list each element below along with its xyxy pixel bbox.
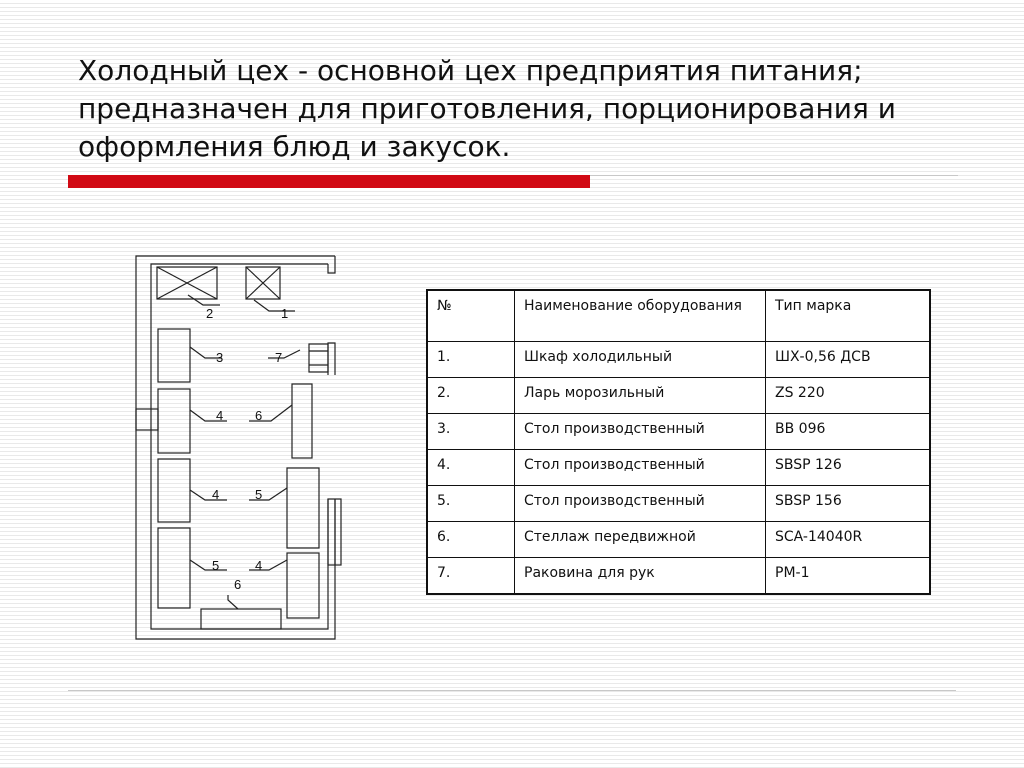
plan-label-4: 4 (255, 558, 263, 573)
cell-name: Стол производственный (515, 414, 766, 450)
title-divider-line (590, 175, 958, 176)
cell-number: 4. (427, 450, 515, 486)
cell-number: 2. (427, 378, 515, 414)
cell-number: 1. (427, 342, 515, 378)
cell-name: Стол производственный (515, 486, 766, 522)
plan-label-5: 5 (255, 487, 263, 502)
plan-label-5: 5 (212, 558, 220, 573)
cell-model: ШХ-0,56 ДСВ (766, 342, 931, 378)
plan-label-2: 2 (206, 306, 214, 321)
table-row (427, 342, 930, 378)
cell-model: SCA-14040R (766, 522, 931, 558)
plan-label-1: 1 (281, 306, 289, 321)
table-row (427, 486, 930, 522)
equipment-table-4-left (158, 389, 190, 453)
cell-number: 3. (427, 414, 515, 450)
cell-model: РМ-1 (766, 558, 931, 595)
slide-title: Холодный цех - основной цех предприятия питания; предназначен для приготовления, порционирования и оформления блюд и закусок. (78, 54, 896, 163)
plan-label-3: 3 (216, 350, 224, 365)
table-row (427, 450, 930, 486)
equipment-table-4-lower (158, 459, 190, 522)
title-accent-bar (68, 175, 590, 188)
table-row (427, 414, 930, 450)
table-row (427, 522, 930, 558)
table-row (427, 378, 930, 414)
cell-number: 7. (427, 558, 515, 595)
cell-model: ВВ 096 (766, 414, 931, 450)
equipment-hand-sink (309, 344, 328, 372)
inner-wall (151, 264, 328, 629)
plan-label-7: 7 (275, 350, 283, 365)
plan-label-4: 4 (216, 408, 224, 423)
cell-model: SBSP 156 (766, 486, 931, 522)
plan-label-4: 4 (212, 487, 220, 502)
floor-plan (130, 250, 345, 650)
equipment-shelf-bottom (201, 609, 281, 629)
plan-label-6: 6 (234, 577, 242, 592)
plan-label-6: 6 (255, 408, 263, 423)
equipment-table (426, 289, 931, 595)
header-number: № (427, 290, 515, 342)
equipment-table-4-right (287, 553, 319, 618)
cell-name: Стол производственный (515, 450, 766, 486)
cell-number: 5. (427, 486, 515, 522)
cell-name: Стеллаж передвижной (515, 522, 766, 558)
header-type-model: Тип марка (766, 290, 931, 342)
door-left (136, 409, 158, 430)
cell-model: SBSP 126 (766, 450, 931, 486)
table-header-row (427, 290, 930, 342)
header-equipment-name: Наименование оборудования (515, 290, 766, 342)
equipment-table-3 (158, 329, 190, 382)
cell-name: Шкаф холодильный (515, 342, 766, 378)
cell-name: Раковина для рук (515, 558, 766, 595)
cell-number: 6. (427, 522, 515, 558)
equipment-table-5-right (287, 468, 319, 548)
table-row (427, 558, 930, 595)
cell-name: Ларь морозильный (515, 378, 766, 414)
equipment-table-5-left (158, 528, 190, 608)
footer-divider-line (68, 690, 956, 691)
cell-model: ZS 220 (766, 378, 931, 414)
equipment-shelf-right (292, 384, 312, 458)
